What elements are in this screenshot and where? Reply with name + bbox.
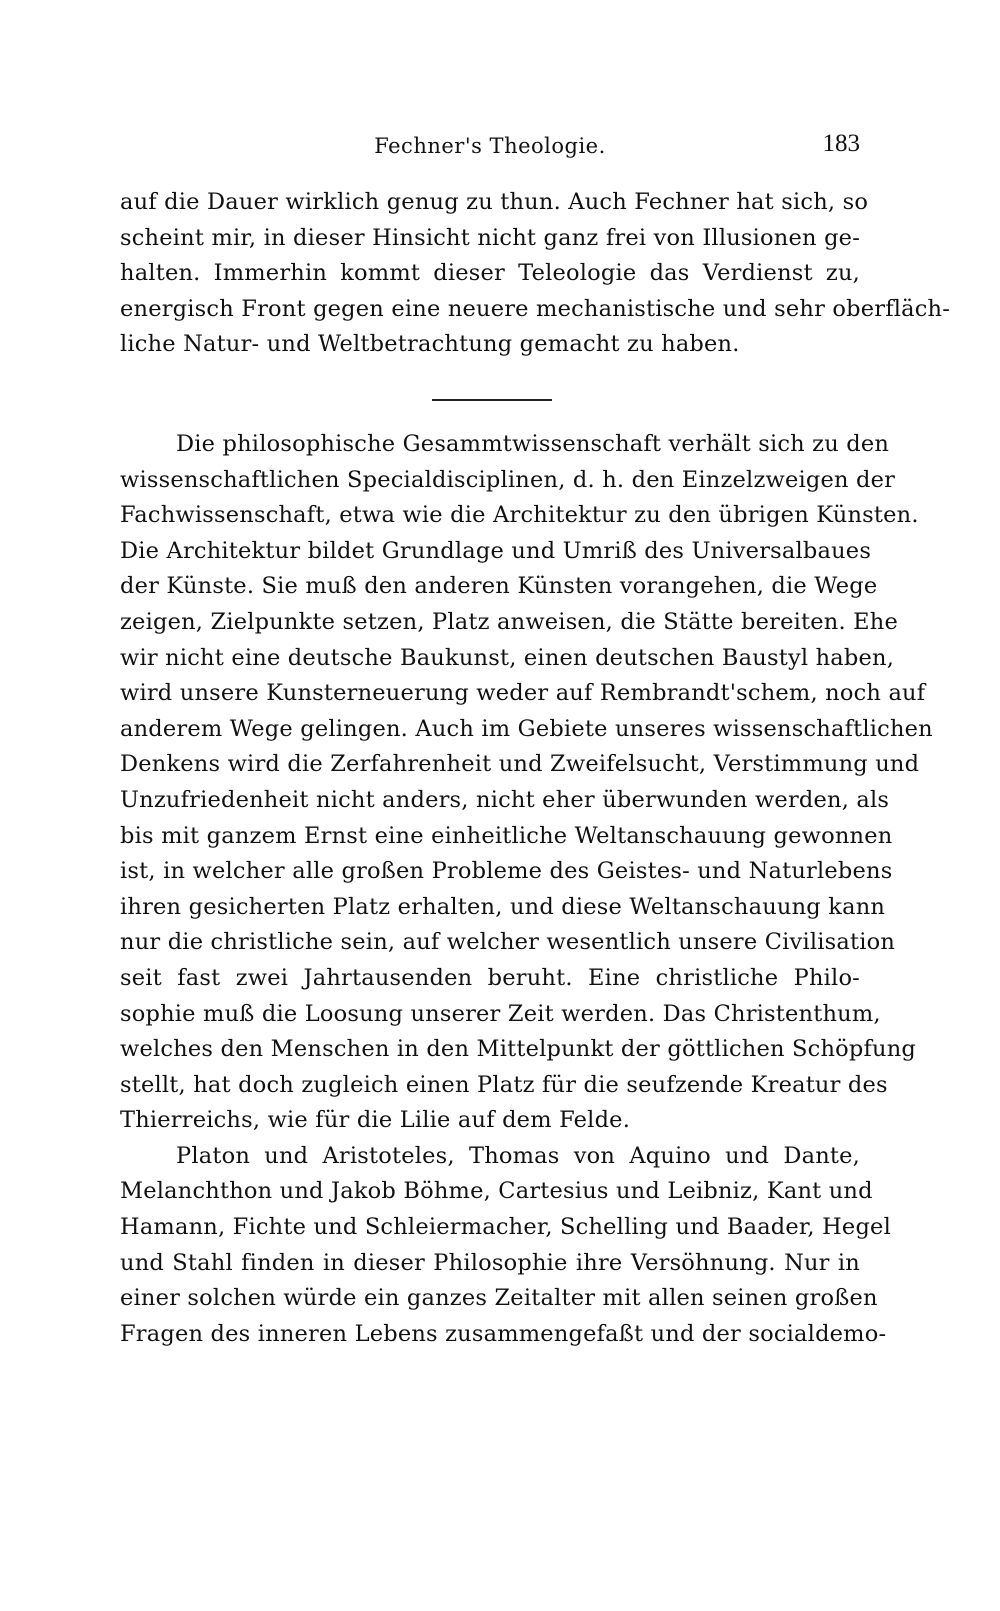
text-line: seit fast zwei Jahrtausenden beruht. Eine christliche Philo-	[120, 964, 860, 991]
text-line: zeigen, Zielpunkte setzen, Platz anweisen, die Stätte bereiten. Ehe	[120, 608, 899, 635]
text-line: und Stahl finden in dieser Philosophie ihre Versöhnung. Nur in	[120, 1249, 860, 1276]
text-line: Die philosophische Gesammtwissenschaft verhält sich zu den	[176, 431, 890, 457]
text-line: nur die christliche sein, auf welcher wesentlich unsere Civilisation	[120, 929, 896, 956]
text-line: sophie muß die Loosung unserer Zeit werden. Das Christenthum,	[120, 1000, 881, 1027]
section-divider	[432, 399, 552, 401]
text-line: Die Architektur bildet Grundlage und Umriß des Universalbaues	[120, 537, 872, 564]
text-line: Platon und Aristoteles, Thomas von Aquino und Dante,	[176, 1142, 860, 1169]
text-line: Unzufriedenheit nicht anders, nicht eher überwunden werden, als	[120, 786, 890, 813]
text-line: einer solchen würde ein ganzes Zeitalter mit allen seinen großen	[120, 1285, 878, 1312]
paragraph-main	[120, 427, 933, 1352]
text-line: anderem Wege gelingen. Auch im Gebiete unseres wissenschaftlichen	[120, 715, 933, 742]
text-line: stellt, hat doch zugleich einen Platz für die seufzende Kreatur des	[120, 1071, 888, 1098]
text-line: Thierreichs, wie für die Lilie auf dem Felde.	[120, 1107, 631, 1134]
text-line: der Künste. Sie muß den anderen Künsten vorangehen, die Wege	[120, 573, 878, 600]
text-line: ist, in welcher alle großen Probleme des Geistes- und Naturlebens	[120, 858, 893, 885]
text-line: bis mit ganzem Ernst eine einheitliche Weltanschauung gewonnen	[120, 822, 893, 849]
text-line: energisch Front gegen eine neuere mechanistische und sehr oberfläch-	[120, 295, 951, 322]
text-line: wissenschaftlichen Specialdisciplinen, d. h. den Einzelzweigen der	[120, 466, 896, 493]
text-line: welches den Menschen in den Mittelpunkt der göttlichen Schöpfung	[120, 1036, 916, 1063]
text-line: Denkens wird die Zerfahrenheit und Zweifelsucht, Verstimmung und	[120, 751, 920, 778]
running-title: Fechner's Theologie.	[374, 134, 606, 158]
text-line: wird unsere Kunsterneuerung weder auf Rembrandt'schem, noch auf	[120, 680, 926, 707]
page-number: 183	[822, 130, 860, 157]
text-line: Hamann, Fichte und Schleiermacher, Schelling und Baader, Hegel	[120, 1214, 891, 1241]
text-line: ihren gesicherten Platz erhalten, und diese Weltanschauung kann	[120, 893, 886, 920]
page-header	[120, 128, 860, 164]
text-line: wir nicht eine deutsche Baukunst, einen deutschen Baustyl haben,	[120, 644, 895, 671]
text-line: liche Natur- und Weltbetrachtung gemacht zu haben.	[120, 331, 740, 358]
text-line: auf die Dauer wirklich genug zu thun. Auch Fechner hat sich, so	[120, 189, 869, 215]
paragraph-top	[120, 185, 951, 363]
text-line: Melanchthon und Jakob Böhme, Cartesius und Leibniz, Kant und	[120, 1178, 873, 1205]
text-line: Fachwissenschaft, etwa wie die Architektur zu den übrigen Künsten.	[120, 502, 919, 529]
text-line: Fragen des inneren Lebens zusammengefaßt und der socialdemo-	[120, 1320, 887, 1347]
text-line: halten. Immerhin kommt dieser Teleologie das Verdienst zu,	[120, 260, 860, 287]
text-line: scheint mir, in dieser Hinsicht nicht ganz frei von Illusionen ge-	[120, 224, 860, 251]
